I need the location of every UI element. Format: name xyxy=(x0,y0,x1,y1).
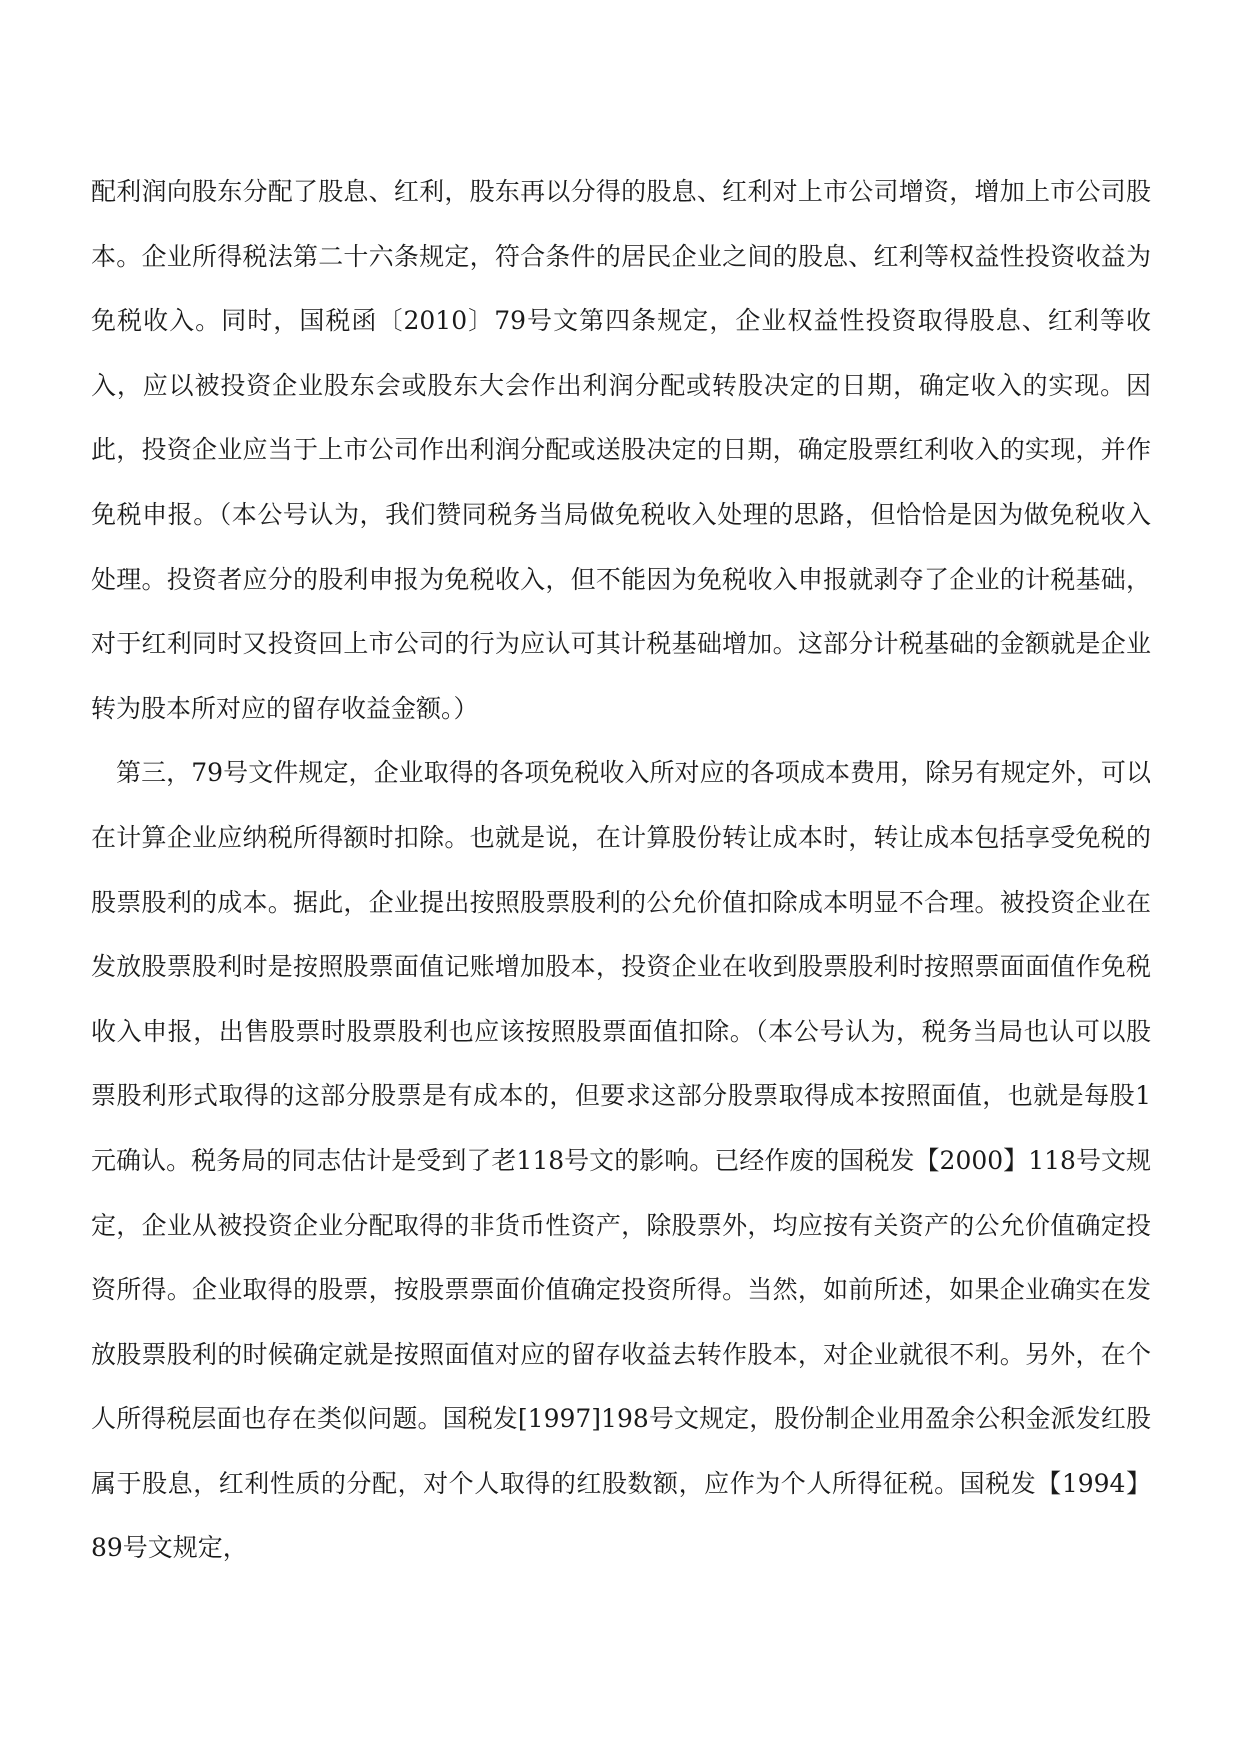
paragraph-1: 配利润向股东分配了股息、红利，股东再以分得的股息、红利对上市公司增资，增加上市公司股本。企业所得税法第二十六条规定，符合条件的居民企业之间的股息、红利等权益性投资收益为免税收入。同时，国税函〔2010〕79号文第四条规定，企业权益性投资取得股息、红利等收入，应以被投资企业股东会或股东大会作出利润分配或转股决定的日期，确定收入的实现。因此，投资企业应当于上市公司作出利润分配或送股决定的日期，确定股票红利收入的实现，并作免税申报。（本公号认为，我们赞同税务当局做免税收入处理的思路，但恰恰是因为做免税收入处理。投资者应分的股利申报为免税收入，但不能因为免税收入申报就剥夺了企业的计税基础，对于红利同时又投资回上市公司的行为应认可其计税基础增加。这部分计税基础的金额就是企业转为股本所对应的留存收益金额。） xyxy=(91,177,1151,723)
paragraph-2: 第三，79号文件规定，企业取得的各项免税收入所对应的各项成本费用，除另有规定外，可以在计算企业应纳税所得额时扣除。也就是说，在计算股份转让成本时，转让成本包括享受免税的股票股利的成本。据此，企业提出按照股票股利的公允价值扣除成本明显不合理。被投资企业在发放股票股利时是按照股票面值记账增加股本，投资企业在收到股票股利时按照票面面值作免税收入申报，出售股票时股票股利也应该按照股票面值扣除。（本公号认为，税务当局也认可以股票股利形式取得的这部分股票是有成本的，但要求这部分股票取得成本按照面值，也就是每股1元确认。税务局的同志估计是受到了老118号文的影响。已经作废的国税发【2000】118号文规定，企业从被投资企业分配取得的非货币性资产，除股票外，均应按有关资产的公允价值确定投资所得。企业取得的股票，按股票票面价值确定投资所得。当然，如前所述，如果企业确实在发放股票股利的时候确定就是按照面值对应的留存收益去转作股本，对企业就很不利。另外，在个人所得税层面也存在类似问题。国税发[1997]198号文规定，股份制企业用盈余公积金派发红股属于股息，红利性质的分配，对个人取得的红股数额，应作为个人所得征税。国税发【1994】89号文规定， xyxy=(91,758,1151,1563)
document-body xyxy=(91,160,1151,1581)
